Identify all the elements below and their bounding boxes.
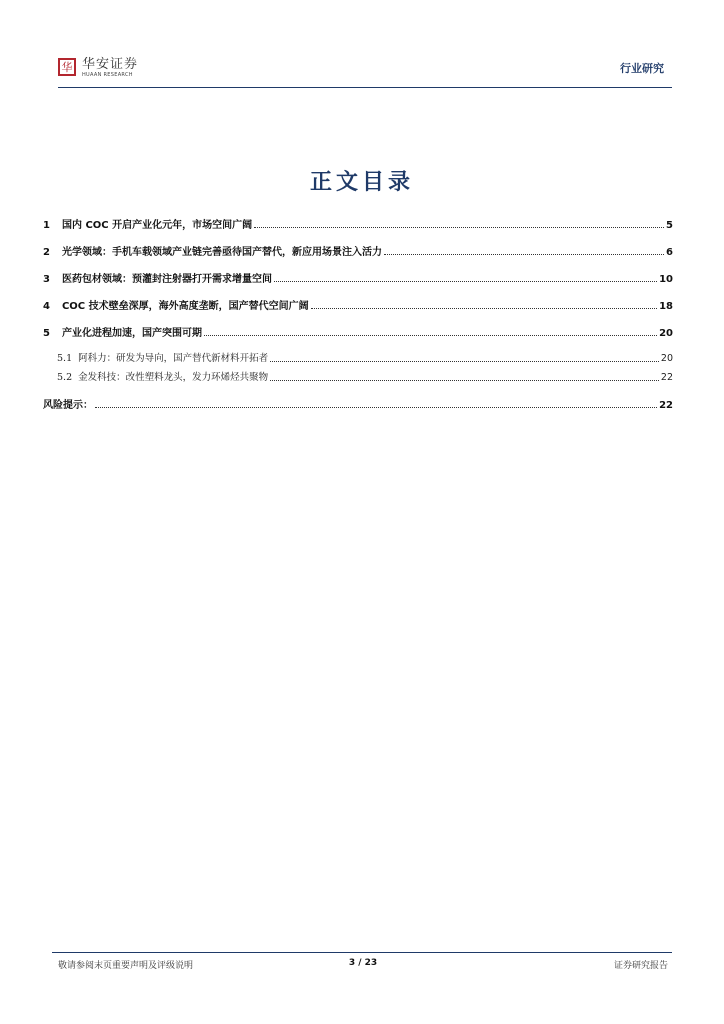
logo-chinese-name: 华安证券	[82, 57, 139, 72]
company-logo	[58, 58, 138, 79]
toc-entry-number: 5.1	[57, 353, 73, 364]
logo-english-name: HUAAN RESEARCH	[82, 72, 133, 78]
toc-entry[interactable]	[57, 350, 673, 366]
toc-leader-dots	[270, 361, 659, 362]
toc-entry[interactable]	[43, 324, 673, 340]
toc-entry-page: 22	[659, 400, 673, 411]
page-header	[58, 58, 668, 84]
toc-entry-number: 4	[43, 301, 50, 312]
page-title: 正文目录	[309, 169, 414, 195]
toc-entry[interactable]	[43, 243, 673, 259]
toc-entry-page: 5	[666, 220, 673, 231]
toc-entry-title: 医药包材领域：预灌封注射器打开需求增量空间	[61, 274, 272, 285]
toc-entry-page: 6	[666, 247, 673, 258]
toc-entry-page: 22	[660, 372, 673, 383]
section-label: 行业研究	[620, 62, 664, 75]
header-divider	[58, 87, 672, 88]
toc-leader-dots	[270, 380, 659, 381]
toc-leader-dots	[204, 335, 657, 336]
footer-divider	[52, 952, 672, 953]
toc-entry-title: COC 技术壁垒深厚，海外高度垄断，国产替代空间广阔	[61, 301, 309, 312]
toc-leader-dots	[311, 308, 657, 309]
toc-leader-dots	[254, 227, 664, 228]
toc-entry-title: 阿科力：研发为导向，国产替代新材料开拓者	[78, 353, 269, 364]
report-type: 证券研究报告	[613, 961, 668, 971]
logo-seal-glyph: 华	[61, 60, 73, 74]
disclaimer-note: 敬请参阅末页重要声明及评级说明	[58, 961, 194, 971]
toc-entry-number: 5.2	[57, 372, 73, 383]
toc-entry-title: 国内 COC 开启产业化元年，市场空间广阔	[61, 220, 253, 231]
toc-entry-title: 光学领域：手机车载领域产业链完善亟待国产替代，新应用场景注入活力	[61, 247, 382, 258]
toc-leader-dots	[274, 281, 657, 282]
page-number: 3 / 23	[348, 958, 378, 968]
toc-entry[interactable]	[43, 396, 673, 412]
toc-leader-dots	[95, 407, 657, 408]
toc-entry-page: 10	[659, 274, 673, 285]
toc-leader-dots	[384, 254, 664, 255]
toc-entry[interactable]	[43, 216, 673, 232]
toc-entry-title: 风险提示：	[43, 400, 93, 411]
toc-entry[interactable]	[43, 297, 673, 313]
toc-entry-title: 产业化进程加速，国产突围可期	[61, 328, 202, 339]
toc-entry-page: 18	[659, 301, 673, 312]
toc-entry-page: 20	[659, 328, 673, 339]
toc-entry[interactable]	[43, 270, 673, 286]
toc-entry-number: 2	[43, 247, 50, 258]
logo-seal-icon	[58, 58, 76, 76]
toc-entry-number: 1	[43, 220, 50, 231]
toc-entry-title: 金发科技：改性塑料龙头，发力环烯烃共聚物	[78, 372, 269, 383]
page-footer	[58, 958, 668, 972]
toc-entry-number: 3	[43, 274, 50, 285]
toc-entry-page: 20	[660, 353, 673, 364]
toc-entry-number: 5	[43, 328, 50, 339]
toc-entry[interactable]	[57, 369, 673, 385]
